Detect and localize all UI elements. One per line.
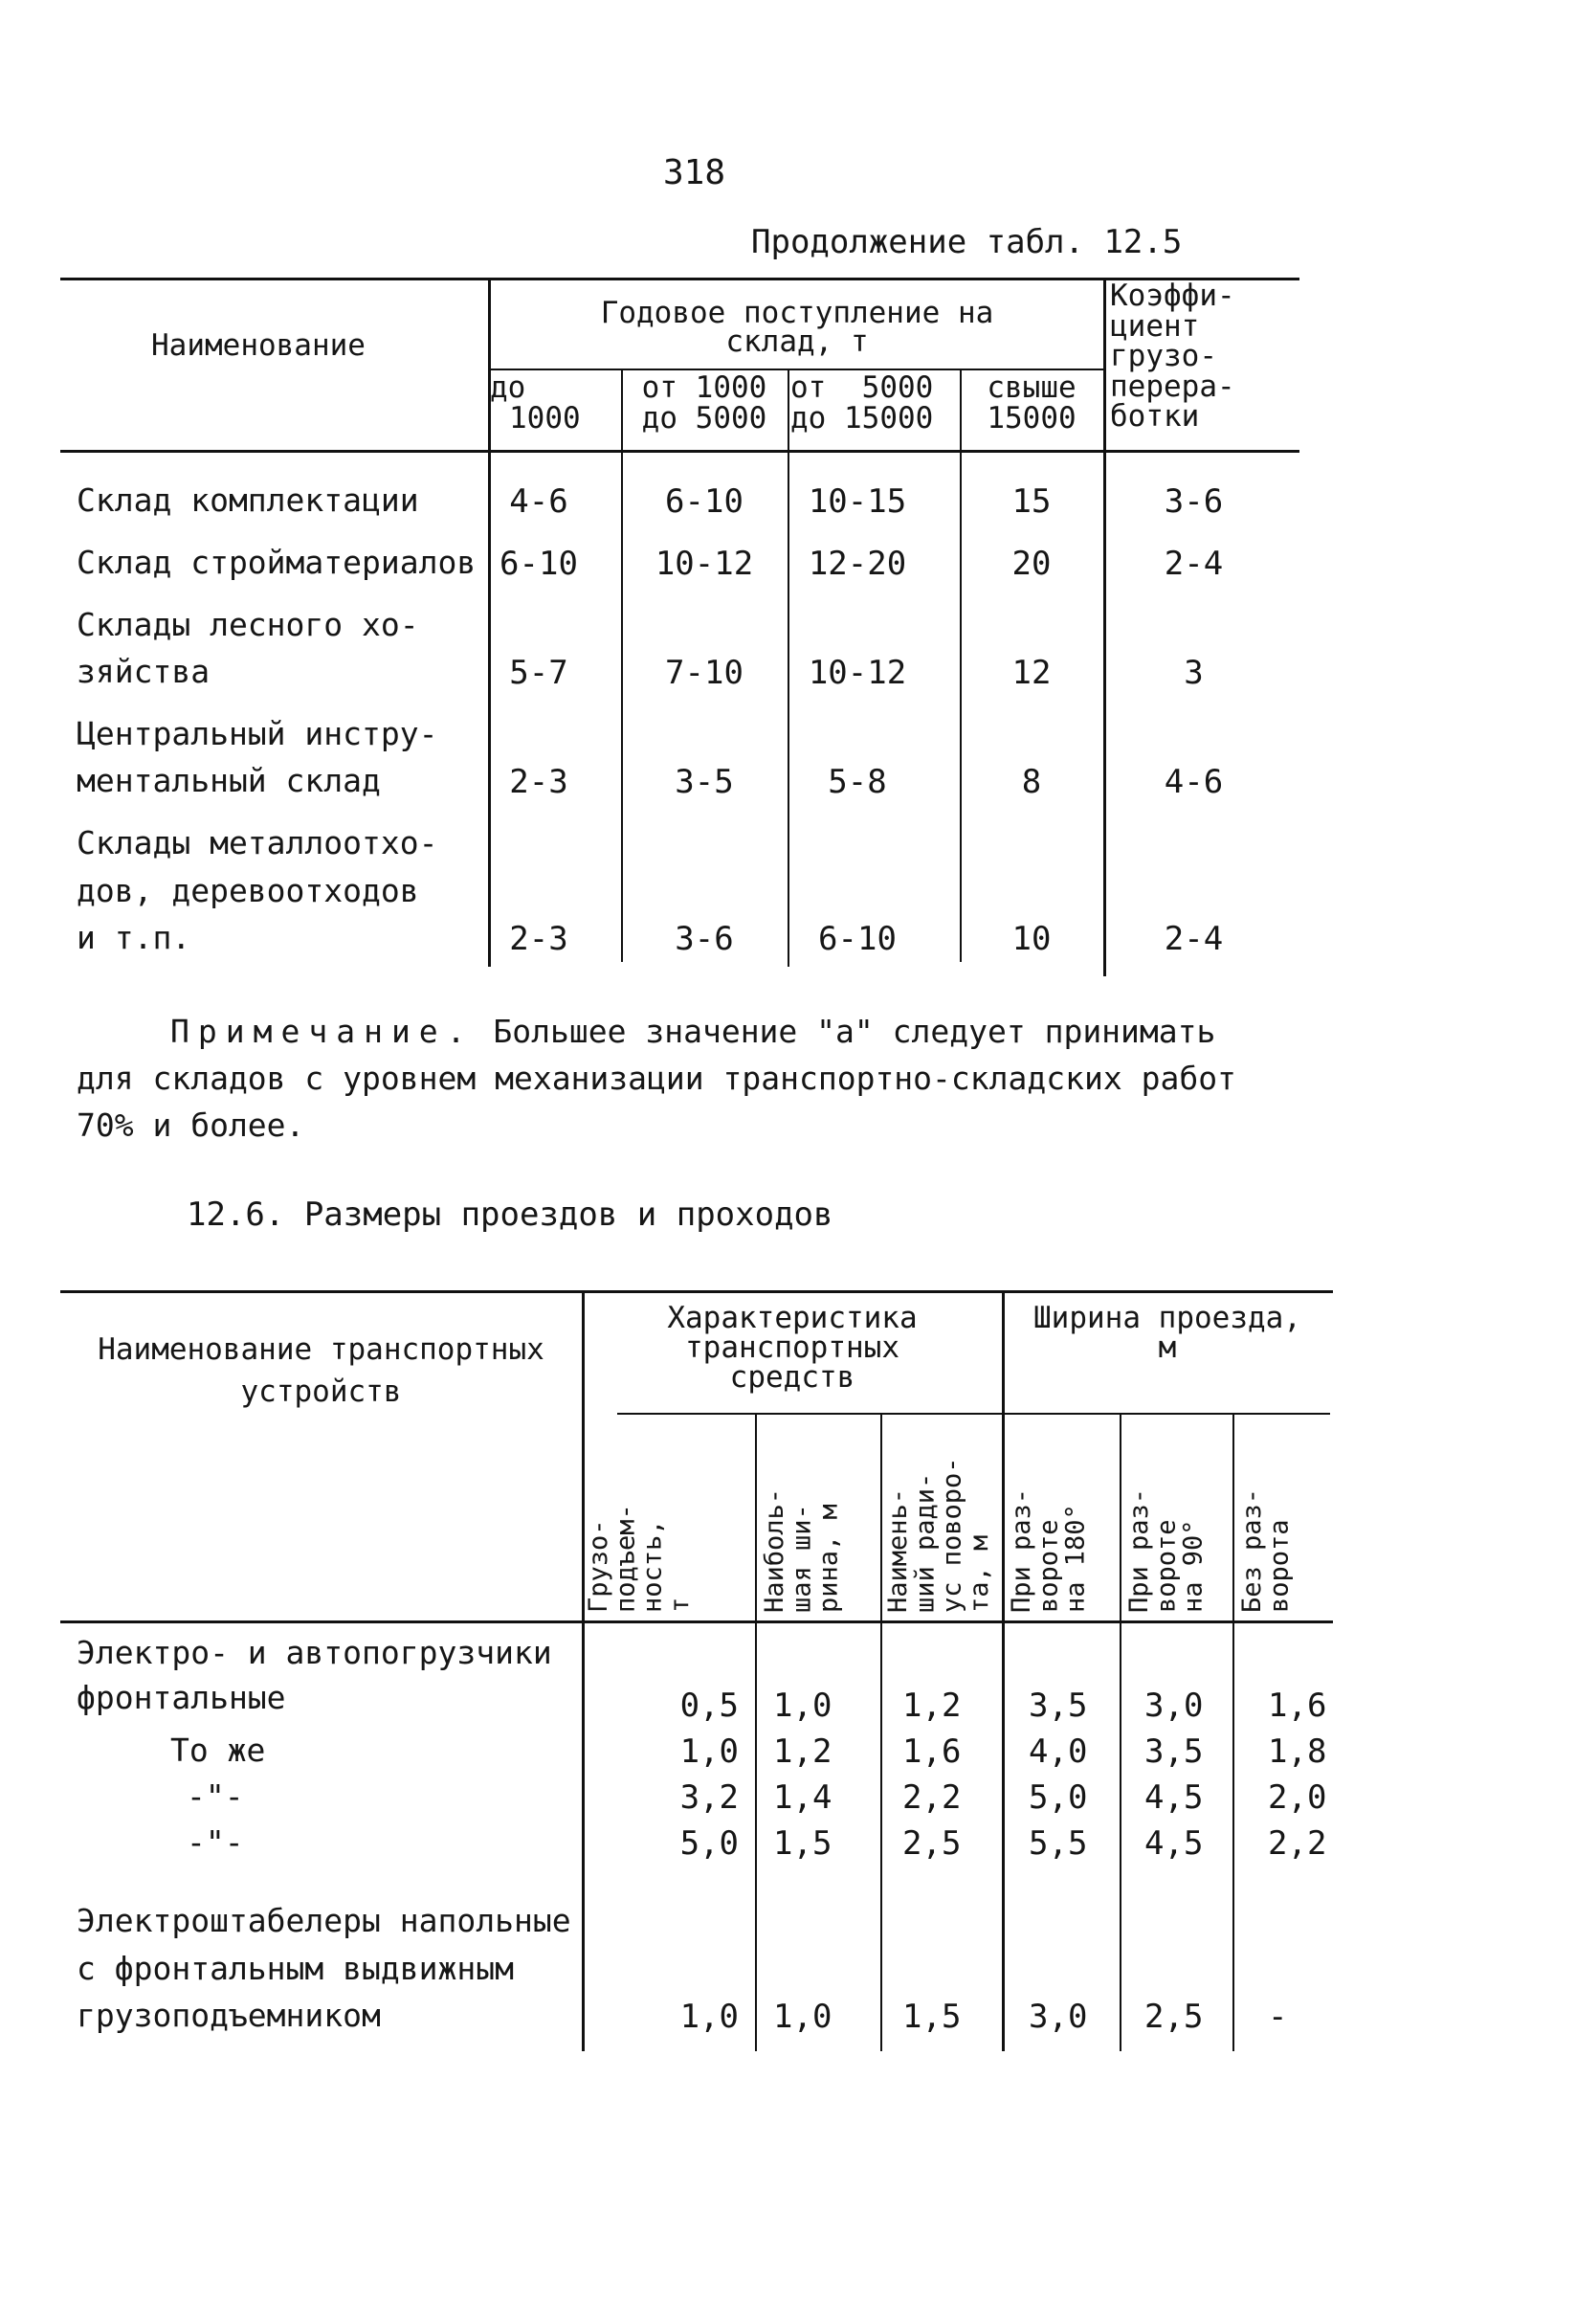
cell: 1,0 [773,1687,832,1725]
row-name: дов, деревоотходов [77,872,419,909]
cell: 2-3 [509,920,568,958]
row-name: Центральный инстру- [77,715,438,752]
row-name: То же [170,1732,266,1769]
cell: 1,5 [773,1824,832,1863]
cell: 2,2 [1268,1824,1327,1863]
row-name: Склады металлоотхо- [77,824,438,861]
cell: 1,2 [773,1732,832,1771]
cell: 1,0 [679,1732,739,1771]
cell: 6-10 [499,545,578,583]
column-group-characteristics: Характеристика транспортных средств [667,1301,918,1395]
cell: 15 [1011,482,1052,521]
cell: 5-7 [509,654,568,692]
cell: 5,0 [1029,1778,1088,1817]
cell: 4,5 [1144,1824,1204,1863]
column-header-annual-line2: склад, т [725,324,869,359]
cell: 12-20 [808,545,907,583]
note-text-line2: для складов с уровнем механизации транспортно-складских работ [77,1060,1236,1097]
cell: 2-4 [1164,545,1224,583]
cell: 4-6 [509,482,568,521]
row-name: -"- [187,1777,244,1815]
cell: 3,5 [1144,1732,1204,1771]
cell: 10-12 [655,545,754,583]
row-name: Склад комплектации [77,481,419,519]
cell: 2,5 [902,1824,962,1863]
cell: 2-3 [509,763,568,801]
row-name: -"- [187,1823,244,1861]
cell: 20 [1011,545,1052,583]
continuation-label: Продолжение табл. 12.5 [751,223,1183,261]
cell: 10-15 [808,482,907,521]
row-name: фронтальные [77,1679,286,1716]
cell: 5-8 [828,763,887,801]
cell: 3-5 [675,763,734,801]
cell: 1,6 [902,1732,962,1771]
cell: 0,5 [679,1687,739,1725]
cell: 3,0 [1029,1998,1088,2036]
subcolumn-header-1000-5000: от 1000 до 5000 [641,370,767,436]
subcolumn-header-no-turn: Без раз- ворота [1237,1487,1295,1613]
cell: 3,2 [679,1778,739,1817]
row-name: грузоподъемником [77,1997,381,2034]
cell: 5,5 [1029,1824,1088,1863]
subcolumn-header-5000-15000: от 5000 до 15000 [790,370,934,436]
note-text-line1: Большее значение "а" следует принимать [474,1013,1216,1050]
cell: 1,0 [679,1998,739,2036]
cell: 6-10 [818,920,897,958]
section-title: 12.6. Размеры проездов и проходов [187,1196,833,1234]
cell: 1,5 [902,1998,962,2036]
cell: 1,0 [773,1998,832,2036]
cell: 12 [1011,654,1052,692]
cell: 6-10 [665,482,744,521]
subcolumn-header-over-15000: свыше 15000 [987,370,1077,436]
column-header-annual-line1: Годовое поступление на [600,296,994,330]
cell: 3,0 [1144,1687,1204,1725]
cell: 1,4 [773,1778,832,1817]
column-header-coefficient: Коэффи- циент грузо- перера- ботки [1110,279,1235,435]
cell: 4,5 [1144,1778,1204,1817]
subcolumn-header-turn-90: При раз- вороте на 90° [1124,1487,1209,1613]
cell: 4-6 [1164,763,1224,801]
note-text-line3: 70% и более. [77,1106,305,1144]
subcolumn-header-min-turn-radius: Наимень- ший ради- ус поворо- та, м [883,1457,995,1613]
row-name: Склад стройматериалов [77,544,477,581]
row-name: ментальный склад [77,762,381,799]
subcolumn-header-turn-180: При раз- вороте на 180° [1007,1487,1091,1613]
cell: 1,8 [1268,1732,1327,1771]
cell: 2-4 [1164,920,1224,958]
subcolumn-header-up-to-1000: до 1000 [490,370,581,436]
column-header-transport-device: Наименование транспортных устройств [98,1332,544,1409]
cell: 2,5 [1144,1998,1204,2036]
column-header-name: Наименование [151,328,366,363]
subcolumn-header-lifting-capacity: Грузо- подъем- ность, т [584,1504,696,1613]
cell: 3-6 [675,920,734,958]
cell: 1,6 [1268,1687,1327,1725]
subcolumn-header-max-width: Наиболь- шая ши- рина, м [760,1487,844,1613]
row-name: Электроштабелеры напольные [77,1902,571,1939]
cell: 10 [1011,920,1052,958]
cell: 1,2 [902,1687,962,1725]
note-label: Примечание. [170,1013,475,1050]
row-name: зяйства [77,653,211,690]
cell: 3-6 [1164,482,1224,521]
cell: - [1268,1998,1288,2036]
page-number: 318 [663,153,726,192]
cell: 4,0 [1029,1732,1088,1771]
column-group-driveway-width: Ширина проезда, м [1033,1301,1301,1365]
row-name: и т.п. [77,919,191,956]
cell: 7-10 [665,654,744,692]
cell: 2,0 [1268,1778,1327,1817]
row-name: Электро- и автопогрузчики [77,1634,552,1671]
cell: 2,2 [902,1778,962,1817]
cell: 3 [1184,654,1204,692]
row-name: с фронтальным выдвижным [77,1950,514,1987]
row-name: Склады лесного хо- [77,606,419,643]
cell: 5,0 [679,1824,739,1863]
cell: 8 [1021,763,1042,801]
cell: 3,5 [1029,1687,1088,1725]
cell: 10-12 [808,654,907,692]
